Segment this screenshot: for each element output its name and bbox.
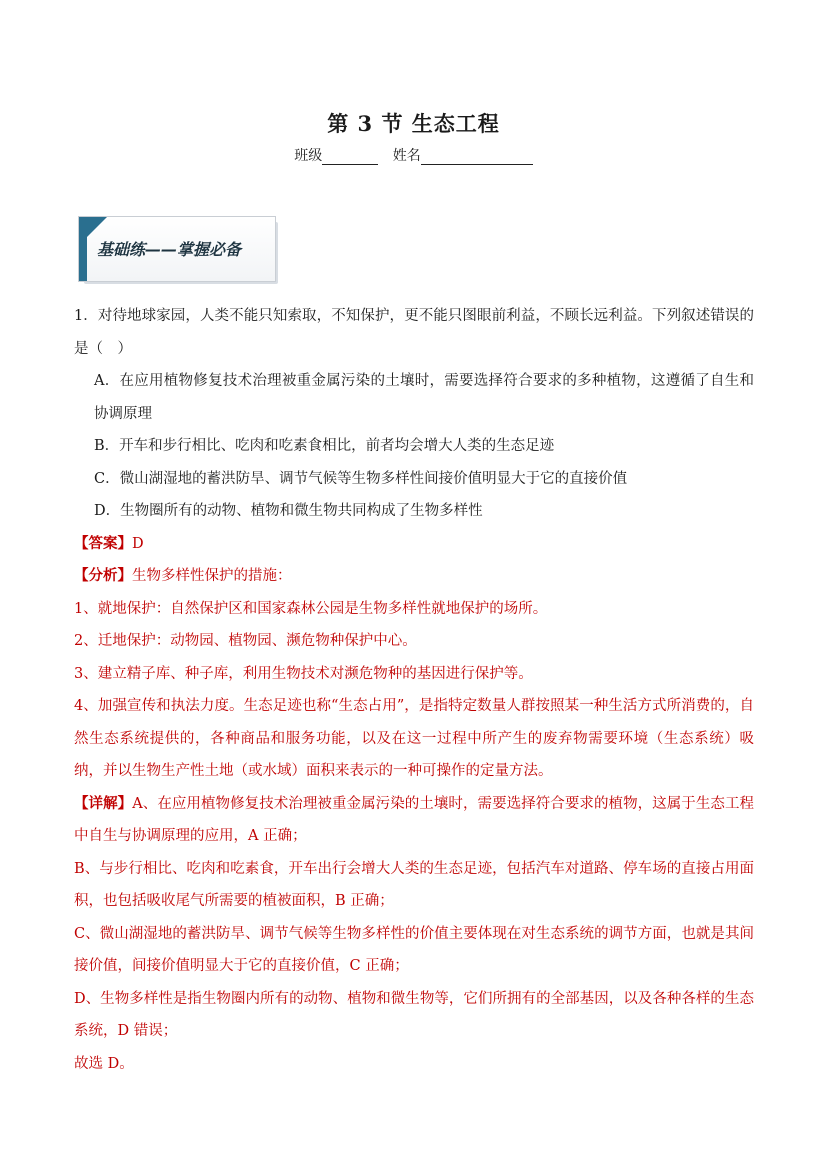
section-banner <box>78 216 278 284</box>
option-c: C．微山湖湿地的蓄洪防旱、调节气候等生物多样性间接价值明显大于它的直接价值 <box>94 470 628 487</box>
banner-label: 基础练——掌握必备 <box>97 240 242 259</box>
analysis-tag: 【分析】 <box>74 567 132 584</box>
detail-item-a: A、在应用植物修复技术治理被重金属污染的土壤时，需要选择符合要求的植物，这属于生态工程中自生与协调原理的应用，A 正确； <box>74 795 755 844</box>
option-b: B．开车和步行相比、吃肉和吃素食相比，前者均会增大人类的生态足迹 <box>94 438 555 454</box>
detail-item-d: D、生物多样性是指生物圈内所有的动物、植物和微生物等，它们所拥有的全部基因，以及各种各样的生态系统，D 错误； <box>74 990 754 1039</box>
answer-line <box>74 528 754 561</box>
analysis-point-1: 1、就地保护：自然保护区和国家森林公园是生物多样性就地保护的场所。 <box>74 600 548 617</box>
detail-tag: 【详解】 <box>74 794 133 812</box>
detail-item-b: B、与步行相比、吃肉和吃素食，开车出行会增大人类的生态足迹，包括汽车对道路、停车场的直接占用面积，也包括吸收尾气所需要的植被面积，B 正确； <box>74 860 754 909</box>
detail-line-a <box>74 788 754 853</box>
analysis-intro: 生物多样性保护的措施： <box>132 568 292 584</box>
analysis-point-3: 3、建立精子库、种子库，利用生物技术对濒危物种的基因进行保护等。 <box>74 665 533 682</box>
detail-item-c: C、微山湖湿地的蓄洪防旱、调节气候等生物多样性的价值主要体现在对生态系统的调节方面，也就是其间接价值，间接价值明显大于它的直接价值，C 正确； <box>74 925 754 974</box>
class-label: 班级 <box>294 148 323 164</box>
name-blank[interactable] <box>421 150 533 165</box>
question-text: 对待地球家园，人类不能只知索取，不知保护，更不能只图眼前利益，不顾长远利益。下列叙述错误的是（ ） <box>74 308 754 357</box>
class-name-line <box>0 145 827 165</box>
question-content <box>74 300 754 1080</box>
option-a: A．在应用植物修复技术治理被重金属污染的土壤时，需要选择符合要求的多种植物，这遵循了自生和协调原理 <box>94 373 754 422</box>
answer-value: D <box>132 535 144 552</box>
analysis-point-2: 2、迁地保护：动物园、植物园、濒危物种保护中心。 <box>74 633 417 649</box>
page-title: 第 3 节 生态工程 <box>327 111 500 136</box>
analysis-point-4: 4、加强宣传和执法力度。生态足迹也称“生态占用”，是指特定数量人群按照某一种生活方式所消费的，自然生态系统提供的，各种商品和服务功能，以及在这一过程中所产生的废弃物需要环境（生态系统）吸纳，并以生物生产性土地（或水域）面积来表示的一种可操作的定量方法。 <box>74 698 754 779</box>
option-d: D．生物圈所有的动物、植物和微生物共同构成了生物多样性 <box>94 503 483 519</box>
question-number: 1． <box>74 308 98 324</box>
name-label: 姓名 <box>392 148 421 164</box>
banner-card <box>78 216 276 282</box>
detail-conclusion: 故选 D。 <box>74 1055 134 1072</box>
question-stem <box>74 300 754 365</box>
analysis-line <box>74 560 754 593</box>
answer-tag: 【答案】 <box>74 534 132 552</box>
class-blank[interactable] <box>322 150 378 165</box>
